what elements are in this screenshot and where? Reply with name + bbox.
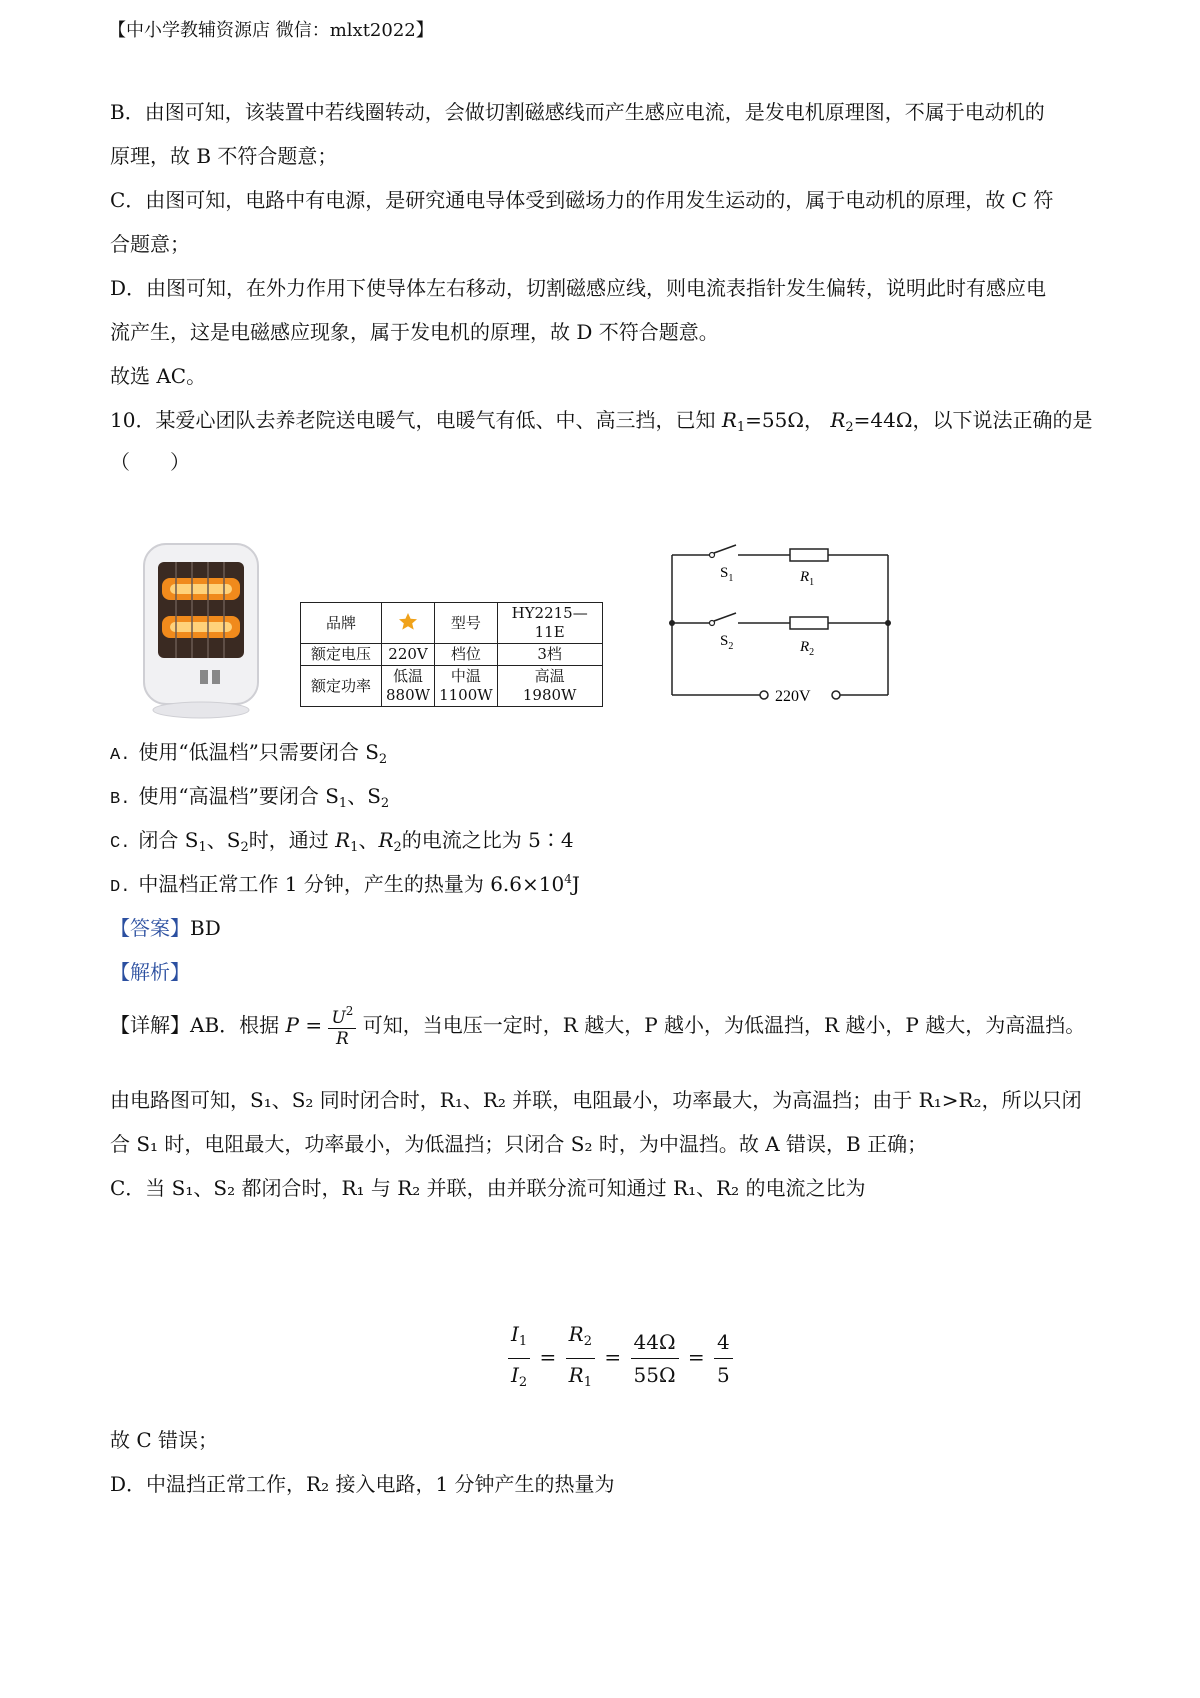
answer-value: BD	[190, 916, 221, 940]
option-b-explanation-line-2: 原理，故 B 不符合题意；	[110, 144, 338, 168]
option-c-explanation-line-2: 合题意；	[110, 232, 190, 256]
model-label: 型号	[435, 603, 498, 644]
voltage-value: 220V	[382, 644, 435, 666]
switch-s2-label: $S_2$	[720, 633, 734, 652]
power-formula-fraction: $\frac{U^2}{R}$	[328, 1004, 356, 1049]
option-b: B. 使用“高温档”要闭合 $S_1$、$S_2$	[110, 784, 390, 811]
option-d-explanation-line-2: 流产生，这是电磁感应现象，属于发电机的原理，故 D 不符合题意。	[110, 320, 719, 344]
gear-label: 档位	[435, 644, 498, 666]
detail-line-2: 由电路图可知，S₁、S₂ 同时闭合时，R₁、R₂ 并联，电阻最小，功率最大，为高温挡；由于 R₁>R₂，所以只闭	[110, 1088, 1082, 1112]
electric-heater-image	[136, 540, 266, 720]
analysis-tag: 【解析】	[110, 960, 190, 984]
question-text: 10．某爱心团队去养老院送电暖气，电暖气有低、中、高三挡，已知	[110, 408, 716, 432]
resistor-r1-label: $R_1$	[800, 569, 815, 588]
resistor-r2-label: $R_2$	[800, 639, 815, 658]
high-power-cell: 高温 1980W	[497, 666, 602, 707]
voltage-label: 额定电压	[301, 644, 382, 666]
option-a: A. 使用“低温档”只需要闭合 $S_2$	[110, 740, 388, 767]
page-header: 【中小学教辅资源店 微信：mlxt2022】	[108, 20, 434, 41]
option-d: D. 中温档正常工作 1 分钟，产生的热量为 $6.6\times 10^4J$	[110, 872, 580, 897]
question-10-stem: 10．某爱心团队去养老院送电暖气，电暖气有低、中、高三挡，已知 $R_1=55\Omega$， $R_2=44\Omega$，以下说法正确的是	[110, 408, 1093, 435]
current-ratio-equation: $\frac{I_1}{I_2}$ = $\frac{R_2}{R_1}$ = $\frac{44\Omega}{55\Omega}$ = $\frac{4}{5}$	[505, 1318, 736, 1399]
answer-blank: （ ）	[110, 450, 190, 474]
detail-line-1: 【详解】AB．根据 P = $\frac{U^2}{R}$ 可知，当电压一定时，R 越大，P 越小，为低温挡，R 越小，P 越大，为高温挡。	[110, 1004, 1086, 1049]
mid-power-cell: 中温 1100W	[435, 666, 498, 707]
option-b-explanation-line-1: B．由图可知，该装置中若线圈转动，会做切割磁感线而产生感应电流，是发电机原理图，不属于电动机的	[110, 100, 1045, 124]
brand-label: 品牌	[301, 603, 382, 644]
power-label: 额定功率	[301, 666, 382, 707]
heater-spec-table	[300, 602, 603, 707]
detail-line-3: 合 S₁ 时，电阻最大，功率最小，为低温挡；只闭合 S₂ 时，为中温挡。故 A 错误，B 正确；	[110, 1132, 928, 1156]
switch-s1-label: $S_1$	[720, 565, 734, 584]
low-power-cell: 低温 880W	[382, 666, 435, 707]
option-d-explanation-line-1: D．由图可知，在外力作用下使导体左右移动，切割磁感应线，则电流表指针发生偏转，说明此时有感应电	[110, 276, 1047, 300]
circuit-diagram	[660, 535, 900, 715]
answer-tag: 【答案】	[110, 916, 190, 940]
answer-line	[110, 912, 221, 941]
detail-line-6: D．中温挡正常工作，R₂ 接入电路，1 分钟产生的热量为	[110, 1472, 615, 1496]
selection-conclusion: 故选 AC。	[110, 364, 207, 388]
brand-star-icon	[382, 603, 435, 644]
model-value: HY2215—11E	[497, 603, 602, 644]
detail-line-5: 故 C 错误；	[110, 1428, 219, 1452]
option-c: C. 闭合 $S_1$、$S_2$时，通过 $R_1$、$R_2$的电流之比为 5∶4	[110, 828, 574, 855]
supply-voltage-label: 220V	[775, 688, 811, 705]
detail-line-4: C．当 S₁、S₂ 都闭合时，R₁ 与 R₂ 并联，由并联分流可知通过 R₁、R₂ 的电流之比为	[110, 1176, 866, 1200]
gear-value: 3档	[497, 644, 602, 666]
option-c-explanation-line-1: C．由图可知，电路中有电源，是研究通电导体受到磁场力的作用发生运动的，属于电动机的原理，故 C 符	[110, 188, 1054, 212]
